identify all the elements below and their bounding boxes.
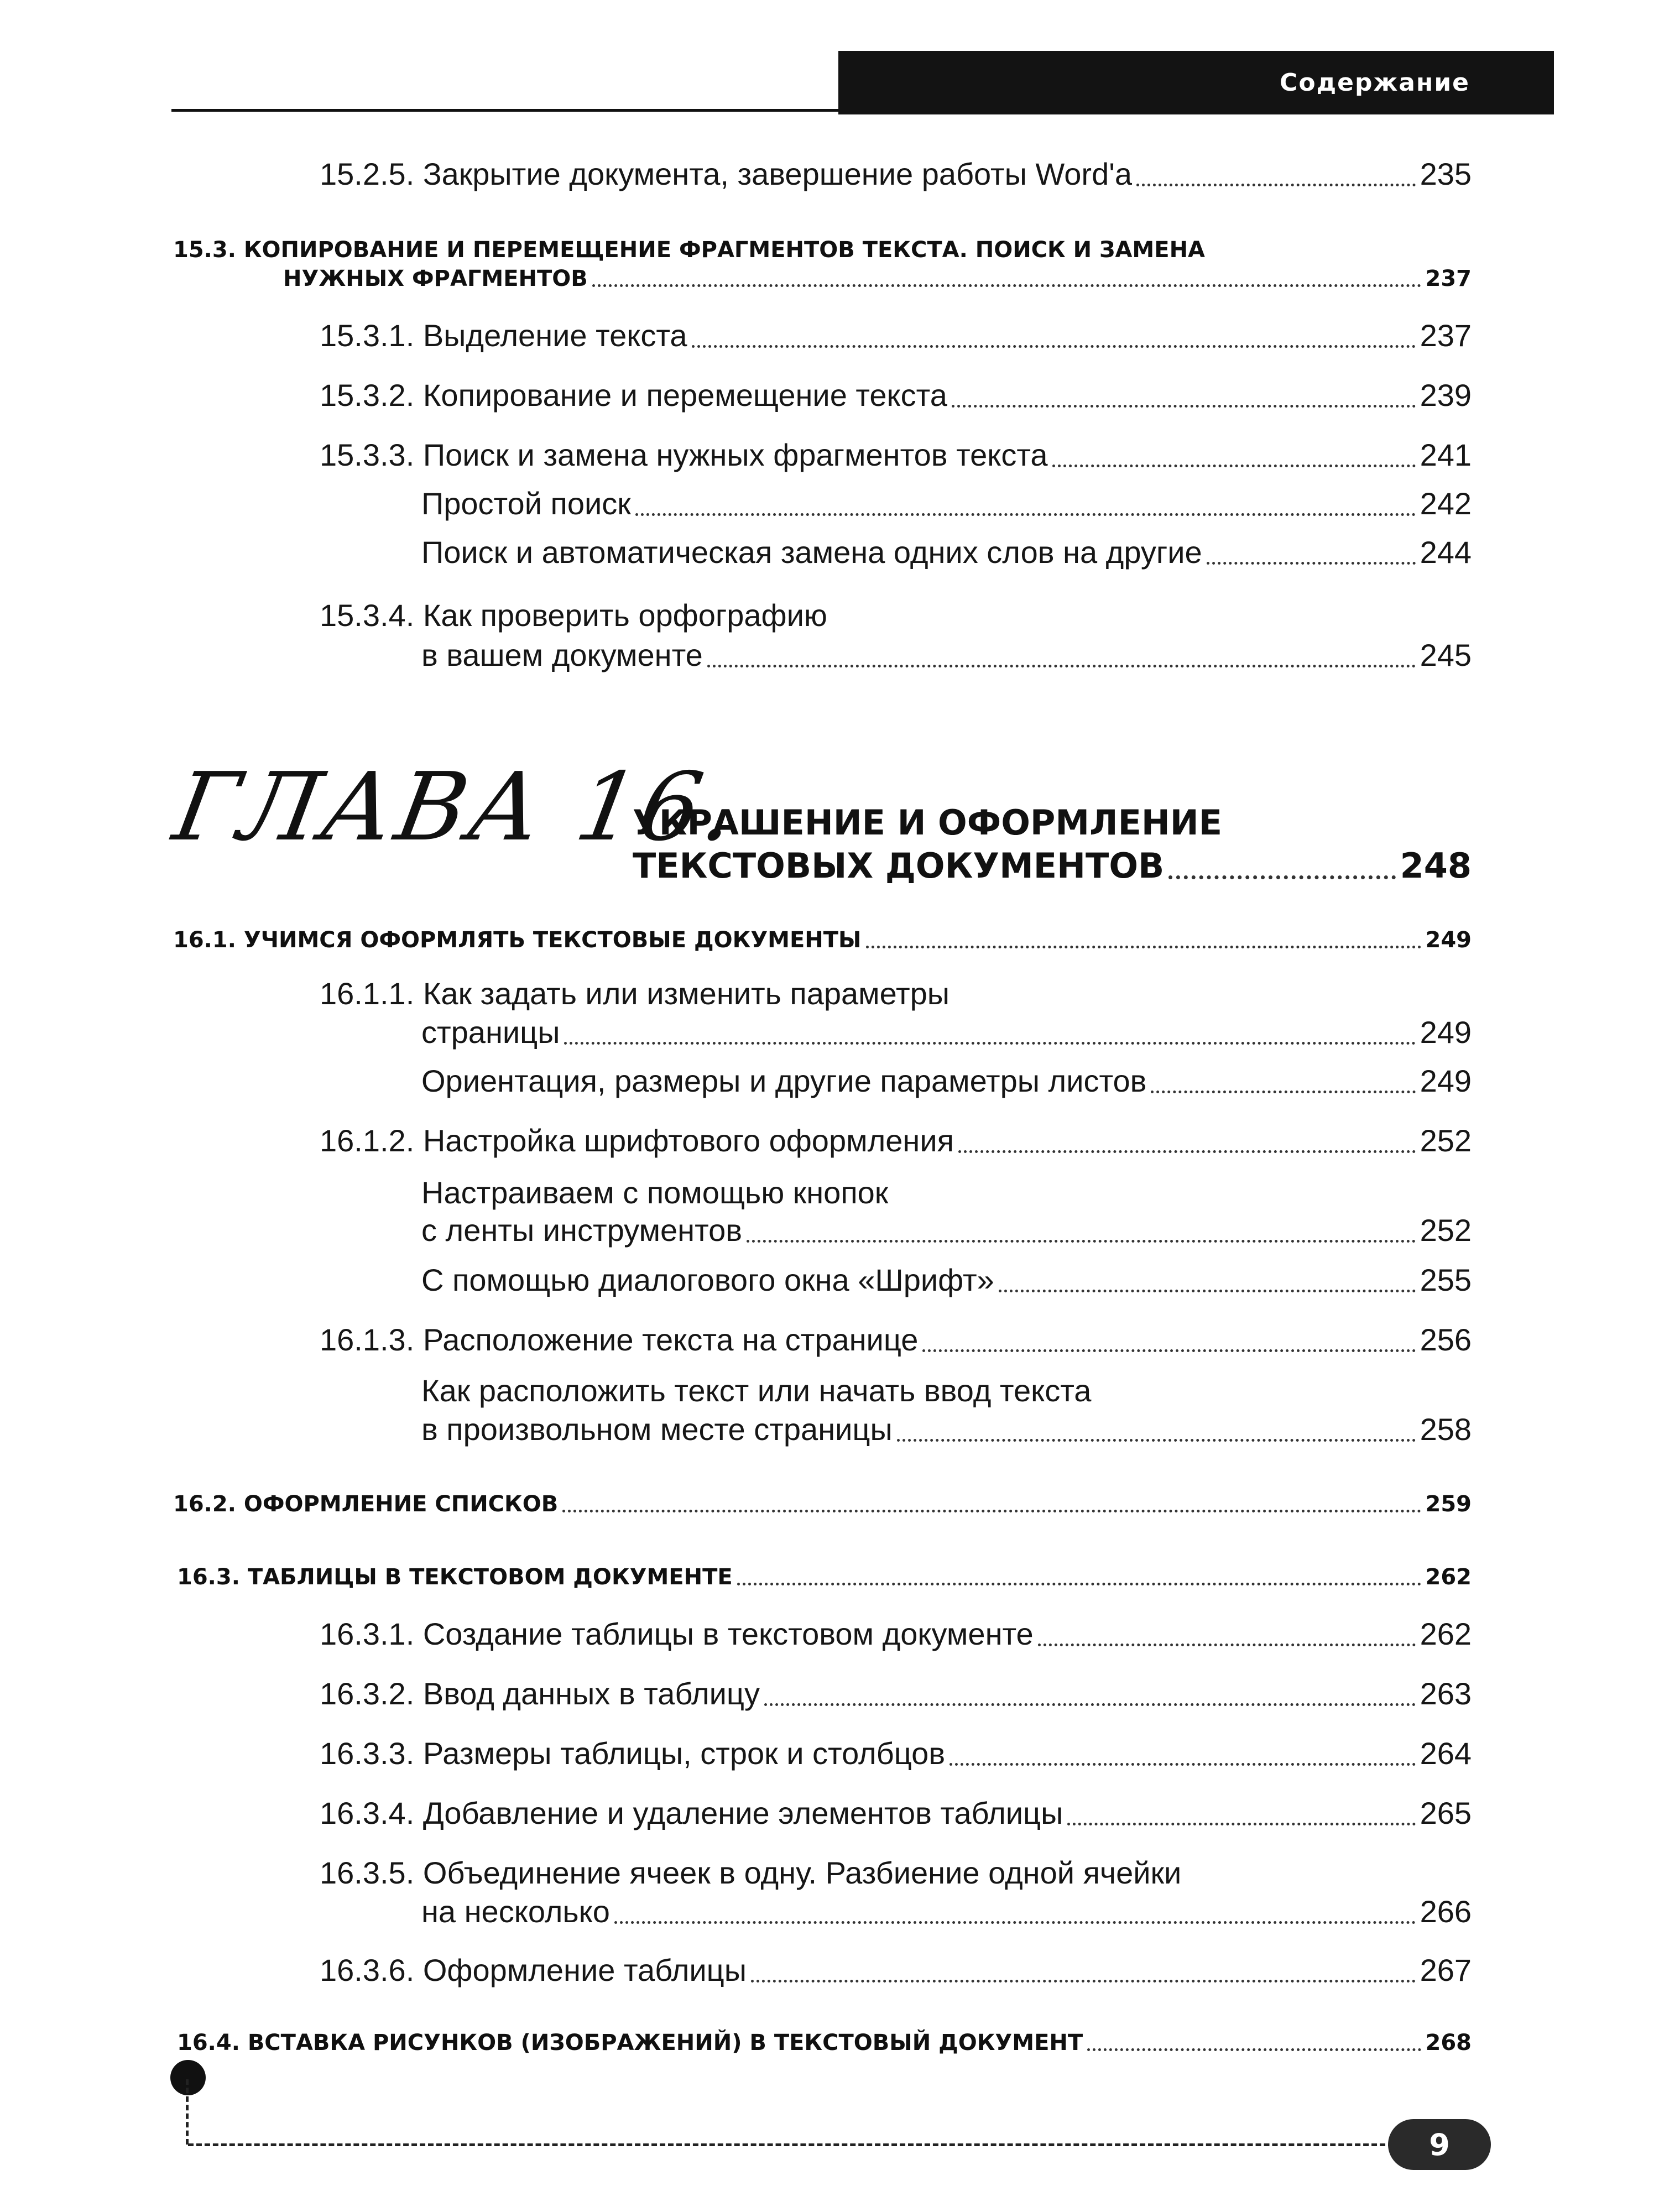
toc-section-page: 249 [1425,927,1472,953]
toc-entry-cont [421,637,1472,674]
toc-entry-text: 16.3.2. Ввод данных в таблицу [320,1676,760,1711]
toc-entry-text: Настраиваем с помощью кнопок [421,1175,889,1210]
toc-entry-text: 15.3.1. Выделение текста [320,318,687,353]
toc-entry [320,1795,1472,1832]
toc-section-text: 16.1. УЧИМСЯ ОФОРМЛЯТЬ ТЕКСТОВЫЕ ДОКУМЕНТЫ [173,927,862,953]
toc-entry-cont [421,1014,1472,1051]
toc-section-heading [173,927,1472,953]
dot-leader [1052,465,1416,467]
toc-entry-text: 15.3.3. Поиск и замена нужных фрагментов текста [320,437,1048,472]
toc-entry-page: 264 [1420,1736,1472,1771]
toc-section-text: НУЖНЫХ ФРАГМЕНТОВ [283,266,588,291]
toc-section-heading [177,2030,1472,2056]
toc-entry-page: 262 [1420,1616,1472,1651]
toc-section-page: 268 [1425,2030,1472,2056]
toc-entry-text: 16.3.3. Размеры таблицы, строк и столбцов [320,1736,946,1771]
toc-entry-cont [421,1411,1472,1448]
toc-entry-page: 267 [1420,1953,1472,1987]
dot-leader [897,1439,1416,1442]
dot-leader [950,1763,1415,1766]
chapter-title-cont [633,845,1472,887]
toc-entry [320,1616,1472,1652]
running-header-title: Содержание [1280,69,1470,97]
dot-leader [764,1703,1416,1706]
toc-section-page: 262 [1425,1564,1472,1590]
header-rule [171,109,842,112]
dot-leader [747,1240,1416,1243]
dot-leader [952,405,1416,408]
toc-entry-text: 16.1.3. Расположение текста на странице [320,1322,919,1357]
toc-subentry [421,534,1472,571]
page-number: 9 [1429,2127,1450,2162]
toc-entry-page: 241 [1420,437,1472,472]
dot-leader [1038,1644,1416,1646]
toc-entry-text: 16.3.1. Создание таблицы в текстовом документе [320,1616,1034,1651]
toc-entry-page: 252 [1420,1123,1472,1158]
toc-entry-page: 265 [1420,1796,1472,1830]
toc-entry [320,156,1472,192]
toc-entry-text: в произвольном месте страницы [421,1412,893,1447]
toc-entry-page: 235 [1420,156,1472,191]
chapter-page: 248 [1400,846,1472,886]
toc-entry-text: Простой поиск [421,486,631,521]
toc-entry-text: Ориентация, размеры и другие параметры листов [421,1063,1147,1098]
toc-entry [320,1123,1472,1159]
toc-entry-text: на несколько [421,1894,610,1929]
toc-entry-page: 239 [1420,378,1472,413]
toc-entry-text: 15.3.4. Как проверить орфографию [320,598,827,633]
toc-entry-page: 242 [1420,486,1472,521]
dot-leader [866,946,1421,948]
toc-subentry [421,1262,1472,1298]
toc-entry-text: в вашем документе [421,638,703,672]
chapter-label: ГЛАВА 16. [166,753,747,862]
toc-entry-text: С помощью диалогового окна «Шрифт» [421,1262,994,1297]
toc-subentry [421,486,1472,522]
toc-section-text: 16.2. ОФОРМЛЕНИЕ СПИСКОВ [173,1491,559,1517]
dot-leader [592,284,1421,287]
toc-entry [320,1735,1472,1772]
running-header [838,51,1554,114]
toc-entry-cont [421,1212,1472,1249]
dot-leader [614,1921,1416,1924]
dot-leader [564,1042,1415,1045]
toc-entry [320,1322,1472,1358]
footer-vertical-dashes [186,2079,189,2145]
toc-section-heading [173,1491,1472,1517]
dot-leader [1151,1091,1415,1093]
toc-entry-page: 263 [1420,1676,1472,1711]
toc-entry-text: 16.1.1. Как задать или изменить параметры [320,976,950,1011]
toc-entry-page: 252 [1420,1213,1472,1248]
toc-section-heading-cont [283,265,1472,292]
toc-entry-text: с ленты инструментов [421,1213,742,1248]
toc-entry-text: 16.1.2. Настройка шрифтового оформления [320,1123,954,1158]
toc-entry-text: Поиск и автоматическая замена одних слов на другие [421,535,1202,570]
chapter-title-text: ТЕКСТОВЫХ ДОКУМЕНТОВ [633,846,1165,886]
toc-entry-text: страницы [421,1015,560,1050]
dot-leader [1087,2048,1421,2051]
toc-entry-text: 16.3.4. Добавление и удаление элементов таблицы [320,1796,1063,1830]
toc-entry-page: 244 [1420,535,1472,570]
page-number-badge [1388,2119,1491,2170]
dot-leader [635,513,1416,516]
dot-leader [1168,875,1395,879]
toc-entry-cont [421,1893,1472,1930]
toc-entry [320,377,1472,414]
toc-section-text: 16.3. ТАБЛИЦЫ В ТЕКСТОВОМ ДОКУМЕНТЕ [177,1564,733,1590]
footer-dashed-rule [188,2143,1394,2146]
toc-section-page: 259 [1425,1491,1472,1517]
dot-leader [692,345,1416,348]
toc-entry-page: 256 [1420,1322,1472,1357]
dot-leader [999,1290,1416,1292]
toc-section-heading [177,1564,1472,1590]
dot-leader [1136,184,1416,186]
dot-leader [922,1349,1415,1352]
toc-entry-page: 237 [1420,318,1472,353]
dot-leader [1067,1823,1415,1825]
dot-leader [562,1510,1421,1512]
toc-entry-page: 266 [1420,1894,1472,1929]
toc-entry-text: 15.3.2. Копирование и перемещение текста [320,378,947,413]
toc-entry-text: Как расположить текст или начать ввод текста [421,1373,1092,1408]
toc-section-text: 16.4. ВСТАВКА РИСУНКОВ (ИЗОБРАЖЕНИЙ) В ТЕКСТОВЫЙ ДОКУМЕНТ [177,2030,1083,2056]
toc-entry [320,437,1472,473]
toc-entry-text: 16.3.5. Объединение ячеек в одну. Разбиение одной ячейки [320,1855,1182,1890]
toc-entry-page: 258 [1420,1412,1472,1447]
toc-subentry [421,1063,1472,1099]
dot-leader [958,1150,1416,1153]
dot-leader [1207,562,1416,565]
toc-entry-page: 245 [1420,638,1472,672]
toc-entry [320,1952,1472,1989]
toc-entry-page: 249 [1420,1063,1472,1098]
chapter-title: УКРАШЕНИЕ И ОФОРМЛЕНИЕ [633,802,1223,843]
toc-entry-page: 255 [1420,1262,1472,1297]
dot-leader [707,665,1416,667]
toc-section-heading: 15.3. КОПИРОВАНИЕ И ПЕРЕМЕЩЕНИЕ ФРАГМЕНТОВ ТЕКСТА. ПОИСК И ЗАМЕНА [173,237,1205,263]
toc-entry [320,317,1472,354]
dot-leader [751,1980,1416,1983]
toc-section-page: 237 [1425,266,1472,291]
toc-entry-page: 249 [1420,1015,1472,1050]
toc-entry-text: 16.3.6. Оформление таблицы [320,1953,747,1987]
dot-leader [737,1583,1421,1585]
toc-entry-text: 15.2.5. Закрытие документа, завершение работы Word'a [320,156,1133,191]
toc-entry [320,1676,1472,1712]
